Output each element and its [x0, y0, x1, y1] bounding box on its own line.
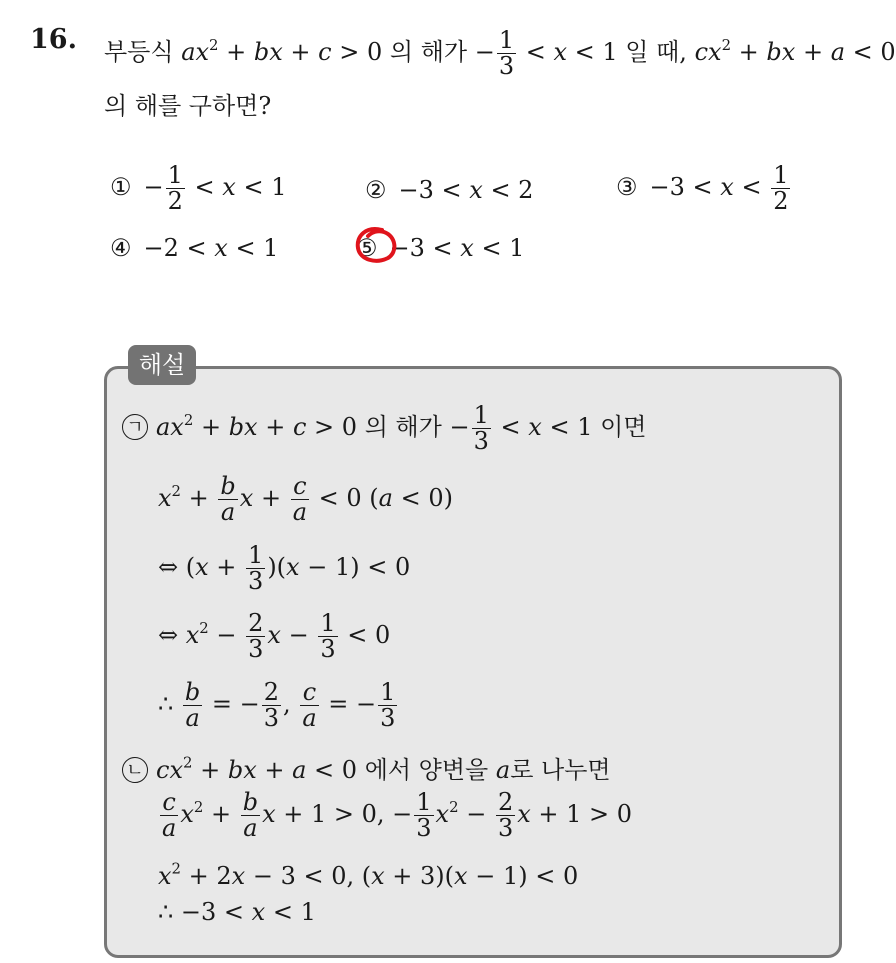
stem-when: 일 때, — [625, 38, 687, 67]
choice-1[interactable]: ① − $\frac{1}{2}$ < x < 1 — [110, 161, 287, 216]
choice-marker: ② — [365, 176, 387, 204]
step1-text2: 이면 — [600, 413, 647, 442]
explanation-step2: ㄴ $cx^2$ + bx + a < 0 에서 양변을 a로 나누면 — [122, 750, 611, 785]
explanation-line: ⇔ $x^2$ − $\frac{2}{3}$ x − $\frac{1}{3}$ < 0 — [158, 609, 391, 664]
choice-2[interactable]: ② −3 < x < 2 — [365, 176, 534, 204]
step-marker: ㄴ — [122, 757, 148, 783]
step-marker: ㄱ — [122, 414, 148, 440]
choice-marker: ③ — [616, 173, 638, 202]
explanation-line: $\frac{c}{a}$ $x^2$ + $\frac{b}{a}$ x + 1 > 0, − $\frac{1}{3}$ $x^2$ − $\frac{2}{3}$ x + 1 > 0 — [162, 788, 633, 843]
step2-text2: 로 나누면 — [510, 756, 611, 784]
explanation-line: ∴ −3 < x < 1 — [158, 898, 316, 926]
step1-text: 의 해가 — [364, 413, 442, 442]
question-stem-line2: 의 해를 구하면? — [104, 92, 272, 120]
explanation-tag: 해설 — [128, 345, 196, 385]
choice-4[interactable]: ④ −2 < x < 1 — [110, 234, 279, 262]
choice-5[interactable]: ⑤ −3 < x < 1 — [356, 234, 525, 262]
explanation-line: ∴ $\frac{b}{a}$ = − $\frac{2}{3}$ , $\frac{c}{a}$ = − $\frac{1}{3}$ — [158, 678, 396, 733]
explanation-line: ⇔ (x + $\frac{1}{3}$ )(x − 1) < 0 — [158, 541, 411, 596]
choice-marker: ⑤ — [356, 234, 378, 262]
answer-circle-icon — [352, 224, 400, 268]
choice-marker: ① — [110, 173, 132, 202]
question-number: 16. — [30, 24, 77, 55]
choice-marker: ④ — [110, 234, 132, 262]
stem-prefix: 부등식 — [104, 38, 174, 67]
explanation-line: $x^2$ + $\frac{b}{a}$ x + $\frac{c}{a}$ < 0 (a < 0) — [158, 472, 453, 527]
choice-3[interactable]: ③ −3 < x < $\frac{1}{2}$ — [616, 161, 789, 216]
stem-has-solution: 의 해가 — [389, 38, 468, 67]
explanation-line: $x^2 + 2x - 3 < 0$, (x + 3)(x − 1) < 0 — [158, 859, 579, 890]
question-stem-line1: 부등식 $ax^2$ + bx + c > 0 의 해가 − $\frac{1}{3}$ < x < 1 일 때, $cx^2$ + bx + a < 0 — [104, 26, 896, 81]
explanation-step1: ㄱ $ax^2$ + bx + c > 0 의 해가 − $\frac{1}{3}$ < x < 1 이면 — [122, 403, 646, 454]
step2-text: 에서 양변을 — [364, 756, 489, 784]
